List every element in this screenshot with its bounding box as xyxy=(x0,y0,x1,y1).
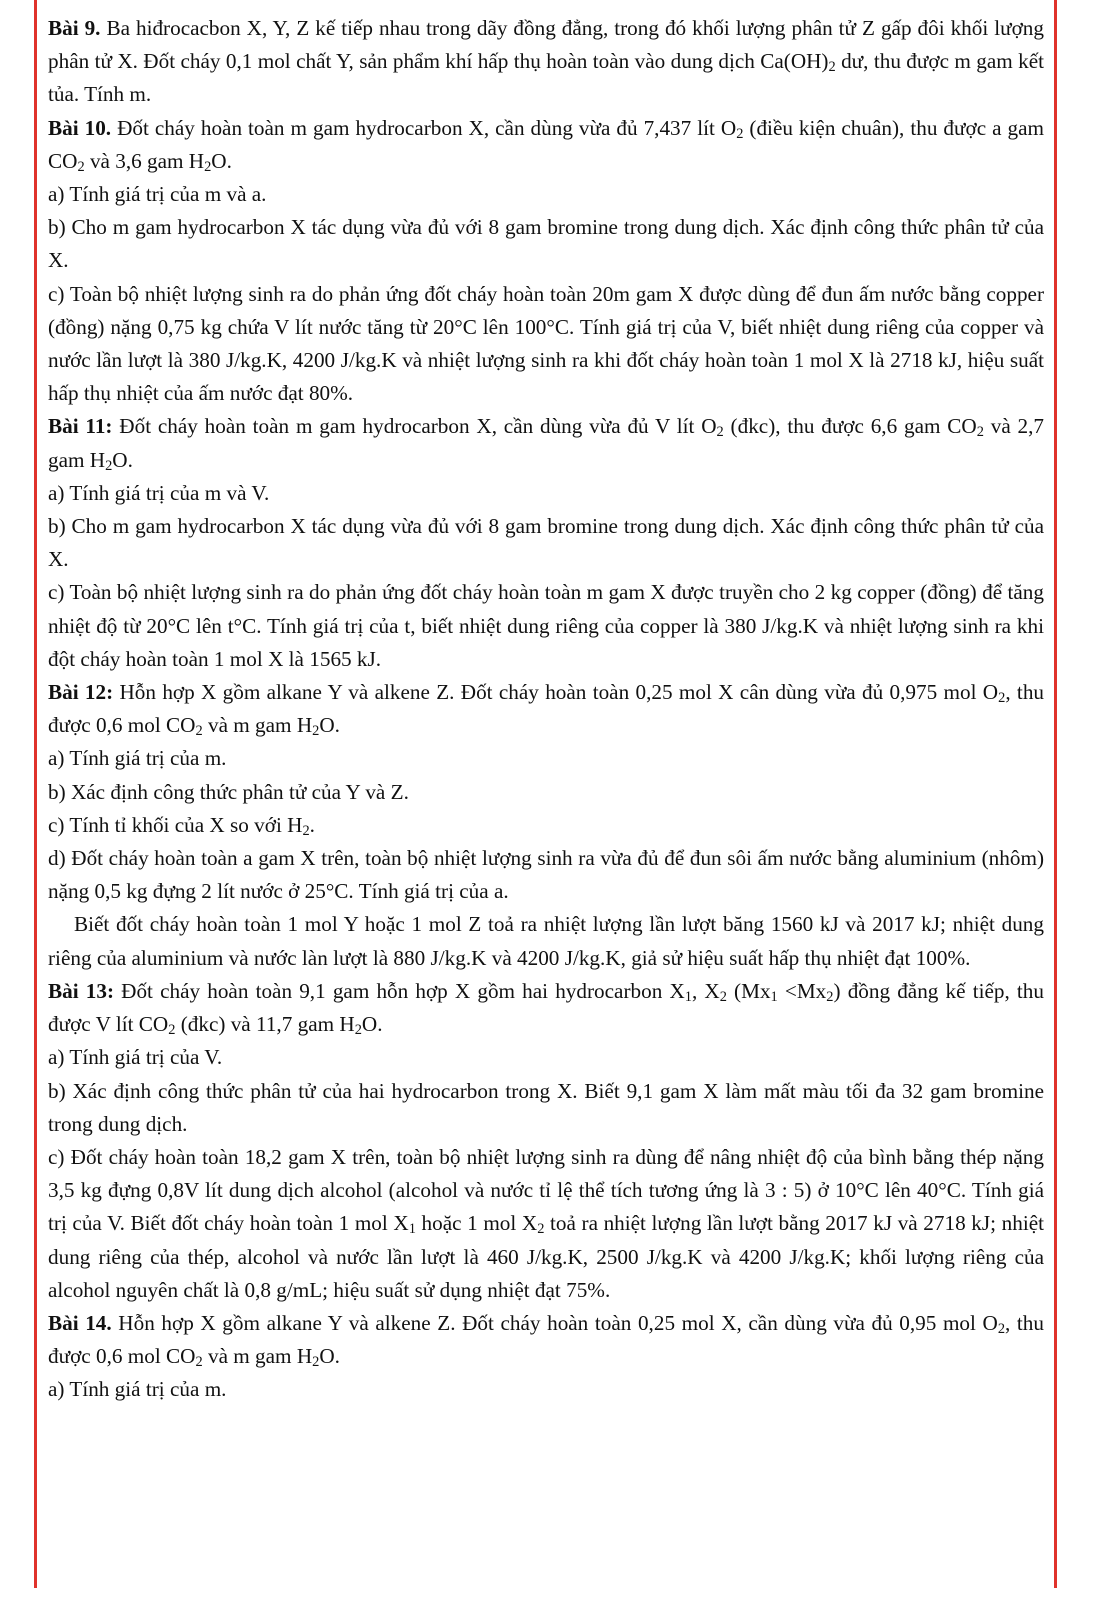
left-border-rule xyxy=(34,0,37,1588)
exercise-14: Bài 14. Hỗn hợp X gồm alkane Y và alkene Z. Đốt cháy hoàn toàn 0,25 mol X, cần dùng vừa đủ 0,95 mol $O_2$, thu được 0,6 mol $CO_2$ và m gam $H_2O$. xyxy=(48,1310,1044,1371)
exercise-12-part-b: b) Xác định công thức phân tử của Y và Z. xyxy=(48,779,409,804)
exercise-13-part-b: b) Xác định công thức phân tử của hai hydrocarbon trong X. Biết 9,1 gam X làm mất màu tối đa 32 gam bromine trong dung dịch. xyxy=(48,1078,1044,1136)
exercise-10-part-c: c) Toàn bộ nhiệt lượng sinh ra do phản ứng đốt cháy hoàn toàn 20m gam X được dùng để đun ấm nước bằng copper (đồng) nặng 0,75 kg chứa V lít nước tăng từ 20°C lên 100°C. Tính giá trị của V, biết nhiệt dung riêng của copper và nước lần lượt là 380 J/kg.K, 4200 J/kg.K và nhiệt lượng sinh ra khi đốt cháy hoàn toàn 1 mol X là 2718 kJ, hiệu suất hấp thụ nhiệt của ấm nước đạt 80%. xyxy=(48,281,1044,406)
right-border-rule xyxy=(1054,0,1057,1588)
exercise-11: Bài 11: Đốt cháy hoàn toàn m gam hydrocarbon X, cần dùng vừa đủ V lít $O_2$ (đkc), thu được 6,6 gam $CO_2$ và 2,7 gam $H_2O$. xyxy=(48,414,1045,474)
exercise-14-title: Bài 14. xyxy=(48,1310,112,1335)
exercise-10-part-a: a) Tính giá trị của m và a. xyxy=(48,182,267,207)
exercise-11-part-b: b) Cho m gam hydrocarbon X tác dụng vừa đủ với 8 gam bromine trong dung dịch. Xác định công thức phân tử của X. xyxy=(48,514,1044,572)
exercise-9-title: Bài 9. xyxy=(48,16,101,40)
exercise-11-part-c: c) Toàn bộ nhiệt lượng sinh ra do phản ứng đốt cháy hoàn toàn m gam X được truyền cho 2 kg copper (đồng) để tăng nhiệt độ từ 20°C lên t°C. Tính giá trị của t, biết nhiệt dung riêng của copper là 380 J/kg.K và nhiệt lượng sinh ra khi đột cháy hoàn toàn 1 mol X là 1565 kJ. xyxy=(48,580,1044,671)
exercise-10-title: Bài 10. xyxy=(48,115,112,140)
exercise-content xyxy=(48,12,1044,1407)
exercise-13: Bài 13: Đốt cháy hoàn toàn 9,1 gam hỗn hợp X gồm hai hydrocarbon $X_1$, $X_2$ $(Mx_1 <Mx_2)$ đồng đẳng kế tiếp, thu được V lít $CO_2$ (đkc) và 11,7 gam $H_2O$. xyxy=(48,978,1044,1039)
exercise-14-part-a: a) Tính giá trị của m. xyxy=(48,1377,227,1402)
exercise-11-part-a: a) Tính giá trị của m và V. xyxy=(48,480,270,505)
exercise-13-part-c: c) Đốt cháy hoàn toàn 18,2 gam X trên, toàn bộ nhiệt lượng sinh ra dùng để nâng nhiệt độ của bình bằng thép nặng 3,5 kg đựng 0,8V lít dung dịch alcohol (alcohol và nước tỉ lệ thể tích tương ứng là 3 : 5) ở 10°C lên 40°C. Tính giá trị của V. Biết đốt cháy hoàn toàn 1 mol $X_1$ hoặc 1 mol $X_2$ toả ra nhiệt lượng lần lượt bằng 2017 kJ và 2718 kJ; nhiệt dung riêng của thép, alcohol và nước lần lượt là 460 J/kg.K, 2500 J/kg.K và 4200 J/kg.K; khối lượng riêng của alcohol nguyên chất là 0,8 g/mL; hiệu suất sử dụng nhiệt đạt 75%. xyxy=(48,1144,1044,1302)
exercise-12-note: Biết đốt cháy hoàn toàn 1 mol Y hoặc 1 mol Z toả ra nhiệt lượng lần lượt băng 1560 kJ và 2017 kJ; nhiệt dung riêng của aluminium và nước làn lượt là 880 J/kg.K và 4200 J/kg.K, giả sử hiệu suất hấp thụ nhiệt đạt 100%. xyxy=(48,912,1044,970)
exercise-12-title: Bài 12: xyxy=(48,680,114,705)
exercise-13-title: Bài 13: xyxy=(48,978,115,1003)
exercise-11-title: Bài 11: xyxy=(48,414,113,439)
exercise-9: Bài 9. Ba hiđrocacbon X, Y, Z kế tiếp nhau trong dãy đồng đẳng, trong đó khối lượng phân tử Z gấp đôi khối lượng phân tử X. Đốt cháy 0,1 mol chất Y, sản phẩm khí hấp thụ hoàn toàn vào dung dịch $Ca(OH)_2$ dư, thu được m gam kết tủa. Tính m. xyxy=(48,16,1044,107)
exercise-13-part-a: a) Tính giá trị của V. xyxy=(48,1045,223,1070)
exercise-10-part-b: b) Cho m gam hydrocarbon X tác dụng vừa đủ với 8 gam bromine trong dung dịch. Xác định công thức phân tử của X. xyxy=(48,215,1044,273)
exercise-10: Bài 10. Đốt cháy hoàn toàn m gam hydrocarbon X, cần dùng vừa đủ 7,437 lít $O_2$ (điều kiện chuân), thu được a gam $CO_2$ và 3,6 gam $H_2O$. xyxy=(48,115,1044,175)
exercise-12-part-d: d) Đốt cháy hoàn toàn a gam X trên, toàn bộ nhiệt lượng sinh ra vừa đủ để đun sôi ấm nước bằng aluminium (nhôm) nặng 0,5 kg đựng 2 lít nước ở 25°C. Tính giá trị của a. xyxy=(48,846,1044,904)
exercise-12-part-c: c) Tính tỉ khối của X so với $H_2$. xyxy=(48,812,315,840)
exercise-12-part-a: a) Tính giá trị của m. xyxy=(48,746,227,771)
exercise-12: Bài 12: Hỗn hợp X gồm alkane Y và alkene Z. Đốt cháy hoàn toàn 0,25 mol X cân dùng vừa đủ 0,975 mol $O_2$, thu được 0,6 mol $CO_2$ và m gam $H_2O$. xyxy=(48,680,1045,740)
